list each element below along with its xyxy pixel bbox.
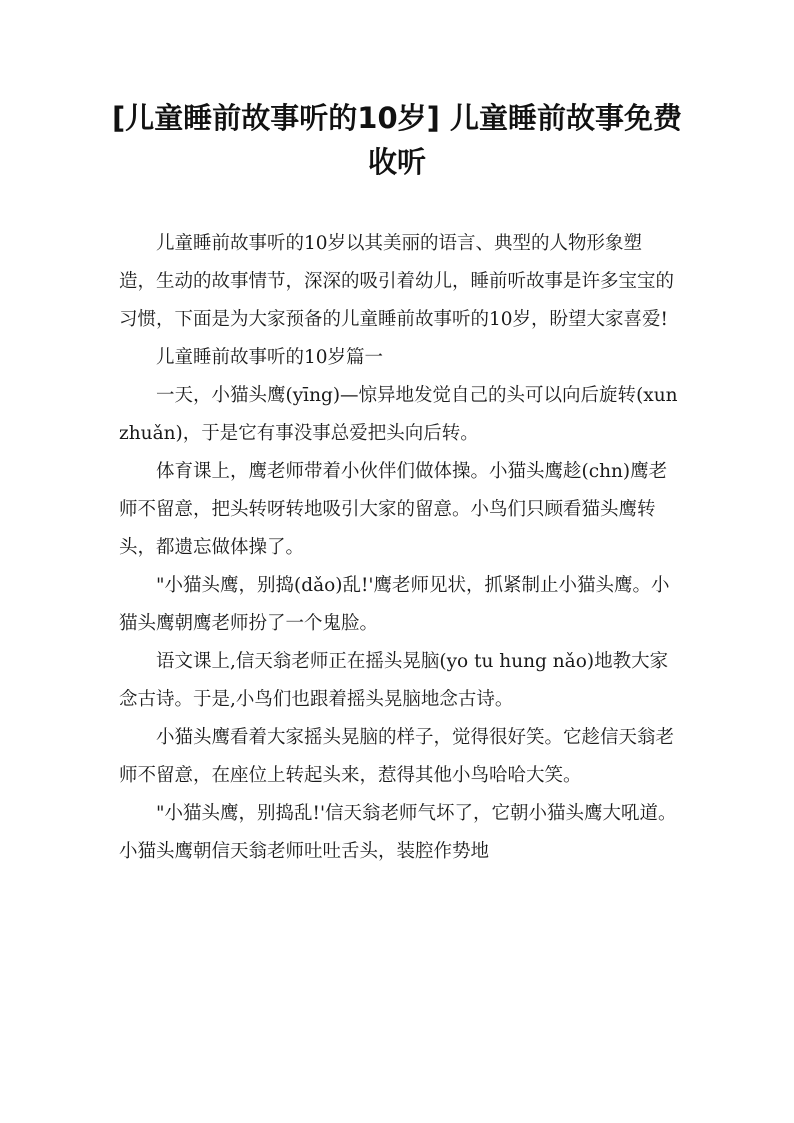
document-title: [儿童睡前故事听的10岁] 儿童睡前故事免费收听 (112, 101, 682, 179)
paragraph: 一天，小猫头鹰(yīng)—惊异地发觉自己的头可以向后旋转(xun zhuǎn)，于是它有事没事总爱把头向后转。 (119, 385, 678, 444)
paragraph: "小猫头鹰，别捣(dǎo)乱!'鹰老师见状，抓紧制止小猫头鹰。小猫头鹰朝鹰老师扮了一个鬼脸。 (119, 575, 670, 634)
paragraph: 语文课上,信天翁老师正在摇头晃脑(yo tu hung nǎo)地教大家念古诗。于是,小鸟们也跟着摇头晃脑地念古诗。 (119, 651, 669, 710)
paragraph: 体育课上，鹰老师带着小伙伴们做体操。小猫头鹰趁(chn)鹰老师不留意，把头转呀转地吸引大家的留意。小鸟们只顾看猫头鹰转头，都遗忘做体操了。 (119, 461, 668, 558)
paragraph-section-heading: 儿童睡前故事听的10岁篇一 (156, 347, 384, 368)
paragraph-intro: 儿童睡前故事听的10岁以其美丽的语言、典型的人物形象塑造，生动的故事情节，深深的吸引着幼儿，睡前听故事是许多宝宝的习惯，下面是为大家预备的儿童睡前故事听的10岁，盼望大家喜爱! (119, 233, 675, 330)
paragraph: 小猫头鹰看着大家摇头晃脑的样子，觉得很好笑。它趁信天翁老师不留意，在座位上转起头来，惹得其他小鸟哈哈大笑。 (119, 727, 675, 786)
paragraph: "小猫头鹰，别捣乱!'信天翁老师气坏了，它朝小猫头鹰大吼道。小猫头鹰朝信天翁老师吐吐舌头，装腔作势地 (119, 803, 677, 862)
document-body (119, 225, 679, 871)
